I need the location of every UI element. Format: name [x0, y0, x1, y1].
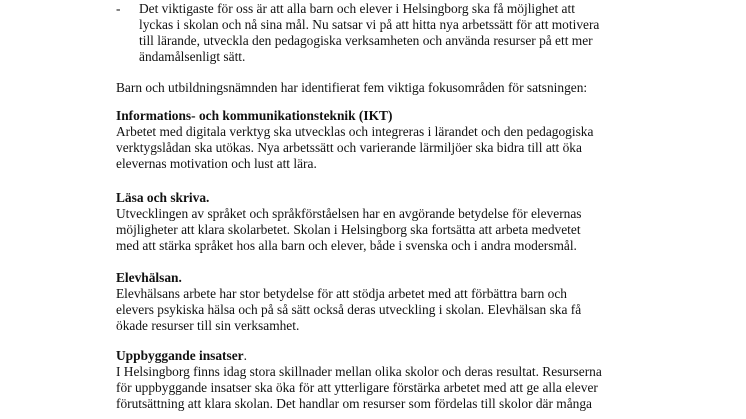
- bullet-paragraph: [139, 1, 679, 65]
- bullet-line: Det viktigaste för oss är att alla barn och elever i Helsingborg ska få möjlighet att: [139, 1, 575, 16]
- bullet-line: ändamålsenligt sätt.: [139, 49, 246, 64]
- section-line: elevers psykiska hälsa och på så sätt också deras utveckling i skolan. Elevhälsan ska få: [116, 302, 582, 317]
- section-line: möjligheter att klara skolarbetet. Skolan i Helsingborg ska fortsätta att arbeta medvetet: [116, 222, 581, 237]
- section-line: verktygslådan ska utökas. Nya arbetssätt och varierande lärmiljöer ska bidra till att öka: [116, 140, 582, 155]
- section-line: Utvecklingen av språket och språkförståelsen har en avgörande betydelse för elevernas: [116, 206, 582, 221]
- section-line: Arbetet med digitala verktyg ska utvecklas och integreras i lärandet och den pedagogiska: [116, 124, 594, 139]
- section-heading: Läsa och skriva.: [116, 190, 210, 205]
- section-lasa-skriva: [116, 190, 676, 254]
- section-ikt: [116, 108, 676, 172]
- section-uppbyggande: [116, 348, 676, 412]
- section-heading-text: Uppbyggande insatser: [116, 348, 244, 363]
- bullet-line: lyckas i skolan och nå sina mål. Nu satsar vi på att hitta nya arbetssätt för att motivera: [139, 17, 600, 32]
- section-line: I Helsingborg finns idag stora skillnader mellan olika skolor och deras resultat. Resurserna: [116, 364, 602, 379]
- section-line: ökade resurser till sin verksamhet.: [116, 318, 300, 333]
- section-line: förutsättning att klara skolan. Det handlar om resurser som fördelas till skolor där många: [116, 396, 592, 411]
- section-heading: Informations- och kommunikationsteknik (IKT): [116, 108, 393, 123]
- section-line: för uppbyggande insatser ska öka för att ytterligare förstärka arbetet med att ge alla elever: [116, 380, 598, 395]
- intro-paragraph: [116, 80, 676, 96]
- intro-line: Barn och utbildningsnämnden har identifierat fem viktiga fokusområden för satsningen:: [116, 80, 588, 95]
- section-line: med att stärka språket hos alla barn och elever, både i svenska och i andra modersmål.: [116, 238, 577, 253]
- bullet-line: till lärande, utveckla den pedagogiska verksamheten och använda resurser på ett mer: [139, 33, 593, 48]
- bullet-marker: -: [116, 1, 121, 16]
- section-heading: [116, 348, 676, 364]
- section-line: elevernas motivation och lust att lära.: [116, 156, 317, 171]
- section-heading: Elevhälsan.: [116, 270, 182, 285]
- section-elevhalsan: [116, 270, 676, 334]
- section-line: Elevhälsans arbete har stor betydelse för att stödja arbetet med att förbättra barn och: [116, 286, 568, 301]
- section-heading-suffix: .: [243, 348, 247, 363]
